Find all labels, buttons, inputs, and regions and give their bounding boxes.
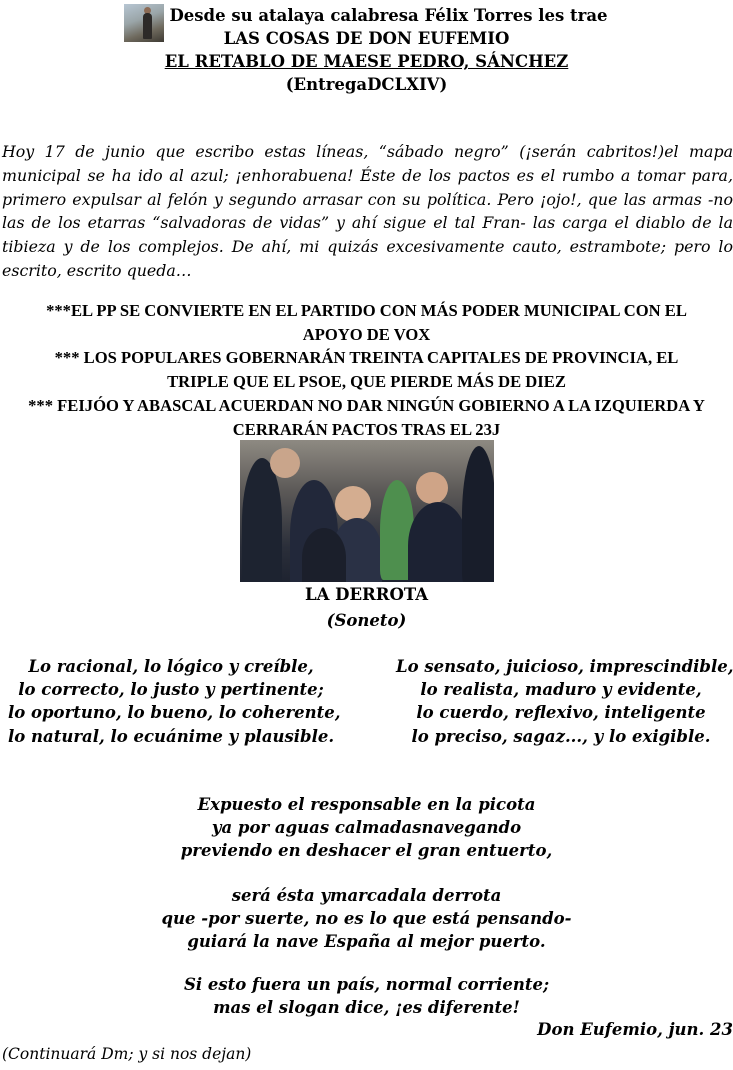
verse-line: lo cuerdo, reflexivo, inteligente [416,703,706,723]
intro-paragraph: Hoy 17 de junio que escribo estas líneas, “sábado negro” (¡serán cabritos!)el mapa municipal se ha ido al azul; ¡enhorabuena! Éste de los pactos es el rumbo a tomar para, primero expulsar al felón y segundo arrasar con su política. Pero ¡ojo!, que las armas -no las de los etarras “salvadoras de vidas” y ahí sigue el tal Fran- las carga el diablo de la tibieza y de los complejos. De ahí, mi quizás excesivamente cauto, estrambote; pero lo escrito, escrito queda… [2,142,733,280]
verse-line: Lo sensato, juicioso, imprescindible, [396,657,733,676]
verse-line: lo correcto, lo justo y pertinente; [18,680,324,700]
sonnet-tercet-1 [0,793,733,863]
sonnet-tercet-2 [0,884,733,954]
sonnet-subtitle: (Soneto) [326,611,407,630]
photo-person-head [270,448,300,478]
article-header [0,4,733,96]
photo-person-head [416,472,448,504]
article-title-text: EL RETABLO DE MAESE PEDRO, SÁNCHEZ [164,52,569,71]
verse-line: lo oportuno, lo bueno, lo coherente, [8,703,341,723]
news-photo [240,440,494,582]
headline-line: *** LOS POPULARES GOBERNARÁN TREINTA CAPITALES DE PROVINCIA, EL [54,348,679,368]
headline-line: *** FEIJÓO Y ABASCAL ACUERDAN NO DAR NINGÚN GOBIERNO A LA IZQUIERDA Y [28,395,705,415]
verse-line: será ésta ymarcadala derrota [231,886,502,905]
photo-person [242,458,282,582]
headlines-block [0,299,733,441]
photo-person [462,446,494,582]
sonnet-quartet-2 [396,655,733,748]
sonnet-title: LA DERROTA [304,585,428,604]
verse-line: lo realista, maduro y evidente, [420,680,702,700]
verse-line: Si esto fuera un país, normal corriente; [183,975,550,994]
header-column-title: LAS COSAS DE DON EUFEMIO [223,29,510,48]
verse-line: Lo racional, lo lógico y creíble, [28,657,314,676]
headline-line: CERRARÁN PACTOS TRAS EL 23J [232,419,501,439]
headline-line: ***EL PP SE CONVIERTE EN EL PARTIDO CON MÁS PODER MUNICIPAL CON EL [46,301,687,320]
verse-line: lo preciso, sagaz..., y lo exigible. [411,726,711,746]
header-byline: Desde su atalaya calabresa Félix Torres les trae [169,6,608,25]
photo-person [408,502,468,582]
header-article-title [0,50,733,73]
verse-line: que -por suerte, no es lo que está pensando- [161,909,572,929]
sonnet-quartet-1 [8,655,341,748]
photo-person [302,528,346,582]
continuation-note: (Continuará Dm; y si nos dejan) [2,1045,252,1063]
verse-line: lo natural, lo ecuánime y plausible. [8,726,335,746]
author-signature: Don Eufemio, jun. 23 [537,1020,733,1039]
verse-line: ya por aguas calmadasnavegando [211,818,522,838]
verse-line: guiará la nave España al mejor puerto. [187,932,546,952]
headline-line: APOYO DE VOX [302,324,431,344]
photo-person-head [335,486,371,522]
header-issue-number: (EntregaDCLXIV) [285,75,448,94]
headline-line: TRIPLE QUE EL PSOE, QUE PIERDE MÁS DE DIEZ [167,372,566,392]
verse-line: previendo en deshacer el gran entuerto, [180,841,553,861]
verse-line: mas el slogan dice, ¡es diferente! [213,998,520,1018]
verse-line: Expuesto el responsable en la picota [197,795,536,814]
sonnet-couplet [0,973,733,1019]
